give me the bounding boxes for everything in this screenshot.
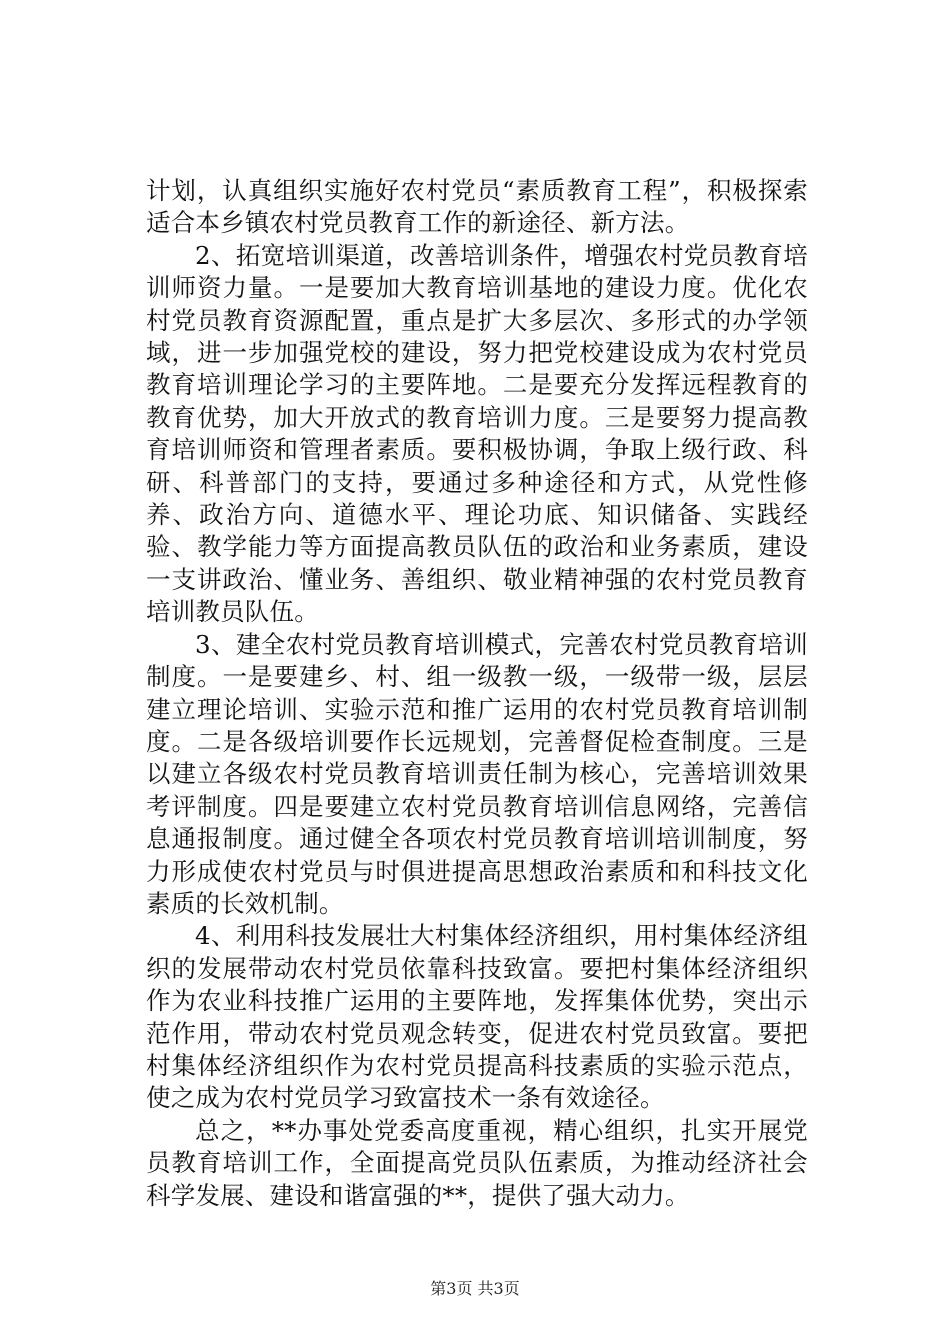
paragraph-item-3: 3、建全农村党员教育培训模式，完善农村党员教育培训制度。一是要建乡、村、组一级教一级，一级带一级，层层建立理论培训、实验示范和推广运用的农村党员教育培训制度。二是各级培训要作长远规划，完善督促检查制度。三是以建立各级农村党员教育培训责任制为核心，完善培训效果考评制度。四是要建立农村党员教育培训信息网络，完善信息通报制度。通过健全各项农村党员教育培训培训制度，努力形成使农村党员与时俱进提高思想政治素质和和科技文化素质的长效机制。: [146, 629, 808, 918]
document-body: [146, 175, 808, 1212]
paragraph-continuation: 计划，认真组织实施好农村党员“素质教育工程”，积极探索适合本乡镇农村党员教育工作的新途径、新方法。: [146, 176, 808, 238]
paragraph-item-4: 4、利用科技发展壮大村集体经济组织，用村集体经济组织的发展带动农村党员依靠科技致富。要把村集体经济组织作为农业科技推广运用的主要阵地，发挥集体优势，突出示范作用，带动农村党员观念转变，促进农村党员致富。要把村集体经济组织作为农村党员提高科技素质的实验示范点，使之成为农村党员学习致富技术一条有效途径。: [146, 921, 808, 1113]
paragraph-item-2: 2、拓宽培训渠道，改善培训条件，增强农村党员教育培训师资力量。一是要加大教育培训基地的建设力度。优化农村党员教育资源配置，重点是扩大多层次、多形式的办学领域，进一步加强党校的建设，努力把党校建设成为农村党员教育培训理论学习的主要阵地。二是要充分发挥远程教育的教育优势，加大开放式的教育培训力度。三是要努力提高教育培训师资和管理者素质。要积极协调，争取上级行政、科研、科普部门的支持，要通过多种途径和方式，从党性修养、政治方向、道德水平、理论功底、知识储备、实践经验、教学能力等方面提高教员队伍的政治和业务素质，建设一支讲政治、懂业务、善组织、敬业精神强的农村党员教育培训教员队伍。: [146, 240, 808, 627]
paragraph-conclusion: 总之，**办事处党委高度重视，精心组织，扎实开展党员教育培训工作，全面提高党员队伍素质，为推动经济社会科学发展、建设和谐富强的**，提供了强大动力。: [146, 1115, 808, 1210]
page-footer: 第3页 共3页: [430, 1279, 520, 1298]
